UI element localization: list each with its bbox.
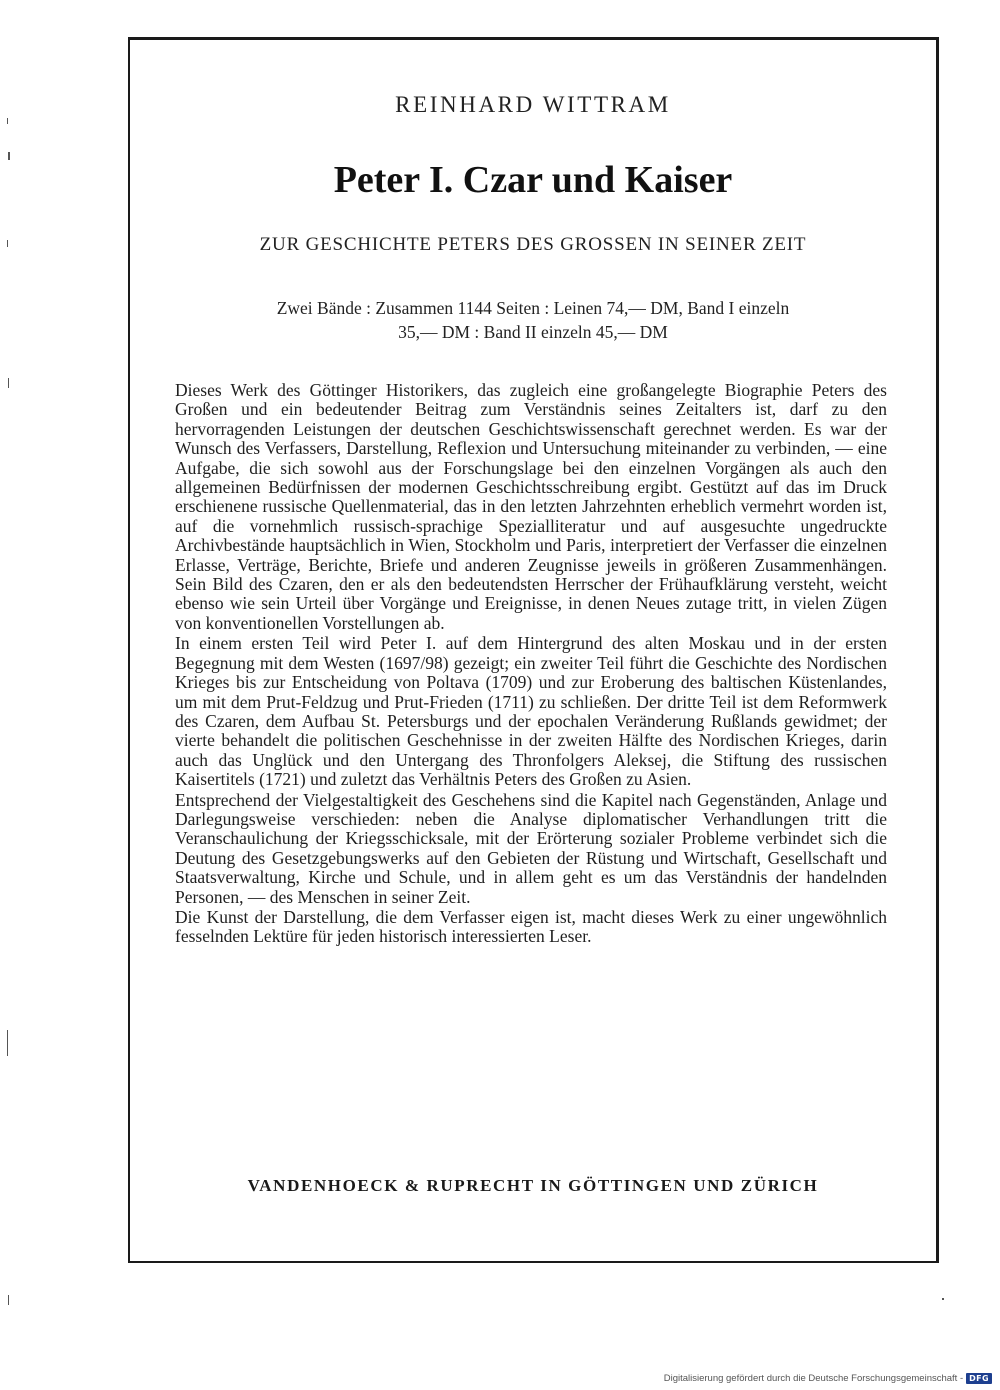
footer-credit: Digitalisierung gefördert durch die Deutsche Forschungsgemeinschaft - <box>663 1373 964 1384</box>
scan-mark <box>8 378 9 388</box>
book-subtitle: ZUR GESCHICHTE PETERS DES GROSSEN IN SEINER ZEIT <box>259 234 807 255</box>
scan-mark <box>8 152 10 160</box>
price-line: 35,— DM : Band II einzeln 45,— DM <box>398 322 668 342</box>
digitization-footer <box>664 1373 992 1384</box>
advertisement-frame <box>128 37 939 1263</box>
dfg-logo-icon: DFG <box>966 1373 992 1384</box>
scan-mark <box>942 1298 944 1300</box>
scan-mark <box>7 118 8 124</box>
paragraph: In einem ersten Teil wird Peter I. auf dem Hintergrund des alten Moskau und in der ersten Begegnung mit dem Westen (1697/98) gezeigt; ein zweiter Teil führt die Geschichte des Nordischen Krieges bis zur Entscheidung von Poltava (1709) und zur Eroberung des baltischen Küstenlandes, um mit dem Prut-Feldzug und Prut-Frieden (1711) zu schließen. Der dritte Teil ist dem Reformwerk des Czaren, dem Aufbau St. Petersburgs und der epochalen Veränderung Rußlands gewidmet; der vierte behandelt die politischen Geschehnisse in der zweiten Hälfte des Nordischen Krieges, darin auch das Unglück und den Untergang des Thronfolgers Aleksej, die Stiftung des russischen Kaisertitels (1721) und zuletzt das Verhältnis Peters des Großen zu Asien. <box>175 633 887 790</box>
scan-mark <box>7 240 8 247</box>
paragraph: Die Kunst der Darstellung, die dem Verfasser eigen ist, macht dieses Werk zu einer ungewöhnlich fesselnden Lektüre für jeden historisch interessierten Leser. <box>175 906 887 947</box>
description-text <box>175 381 887 948</box>
scan-mark <box>7 1030 8 1056</box>
publisher-line: VANDENHOECK & RUPRECHT IN GÖTTINGEN UND ZÜRICH <box>247 1176 819 1195</box>
paragraph: Dieses Werk des Göttinger Historikers, das zugleich eine großangelegte Biographie Peters des Großen und ein bedeutender Beitrag zum Verständnis seines Zeitalters ist, darf zu den hervorragenden Leistungen der deutschen Geschichtswissenschaft gerechnet werden. Es war der Wunsch des Verfassers, Darstellung, Reflexion und Untersuchung miteinander zu verbinden, — eine Aufgabe, die sich sowohl aus der Forschungslage bei den einzelnen Vorgängen als auch den allgemeinen Bedürfnissen der modernen Geschichtsschreibung ergibt. Gestützt auf das im Druck erschienene russische Quellenmaterial, das in den letzten Jahrzehnten erheblich vermehrt worden ist, auf die vornehmlich russisch-sprachige Spezialliteratur und auf ausgesuchte ungedruckte Archivbestände hauptsächlich in Wien, Stockholm und Paris, interpretiert der Verfasser die einzelnen Erlasse, Verträge, Berichte, Briefe und anderen Zeugnisse jeweils in größeren Zusammenhängen. Sein Bild des Czaren, den er als den bedeutendsten Herrscher der Frühaufklärung versteht, weicht ebenso wie sein Urteil über Vorgänge und Ereignisse, in denen Neues zutage tritt, in vielen Zügen von konventionellen Vorstellungen ab. <box>175 380 887 633</box>
price-line: Zwei Bände : Zusammen 1144 Seiten : Leinen 74,— DM, Band I einzeln <box>276 298 790 318</box>
book-title: Peter I. Czar und Kaiser <box>333 159 733 201</box>
price-info <box>170 296 896 344</box>
author-name: REINHARD WITTRAM <box>395 92 671 117</box>
paragraph: Entsprechend der Vielgestaltigkeit des Geschehens sind die Kapitel nach Gegenständen, Anlage und Darlegungsweise verschieden: neben die Analyse diplomatischer Verhandlungen tritt die Veranschaulichung der Kriegsschicksale, mit der Erörterung sozialer Probleme verbindet sich die Deutung des Gesetzgebungswerks auf den Gebieten der Rüstung und Wirtschaft, Gesellschaft und Staatsverwaltung, Kirche und Schule, und in allem geht es um das Verständnis der handelnden Personen, — des Menschen in seiner Zeit. <box>175 789 887 907</box>
scan-mark <box>8 1295 9 1305</box>
